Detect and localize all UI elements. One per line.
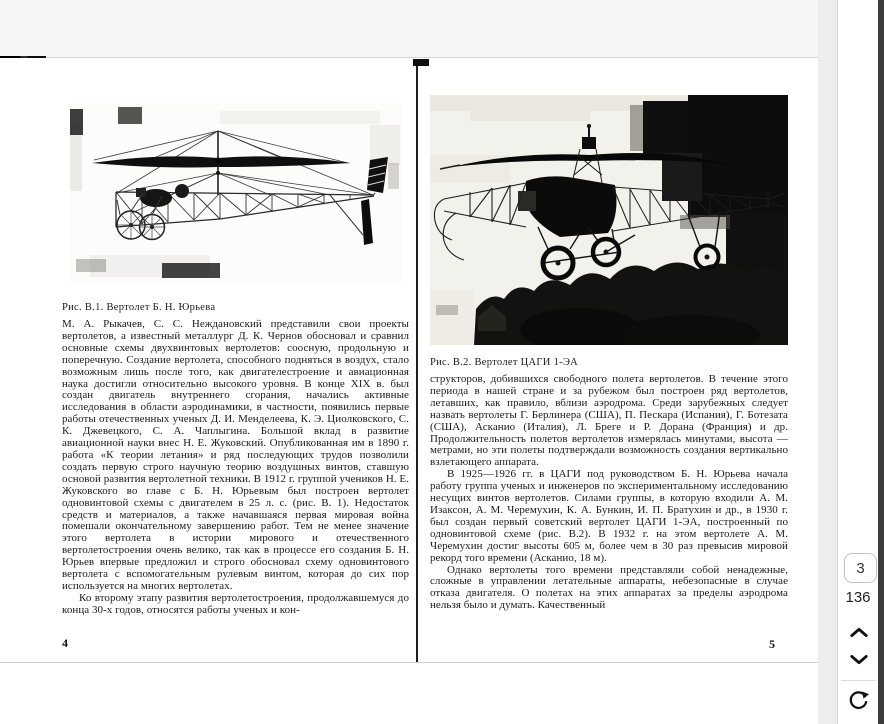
paragraph: Ко второму этапу развития вертолетостроения, продолжавшемуся до конца 30-х годов, относятся работы ученых и кон- <box>62 591 409 616</box>
pager-divider <box>841 680 876 681</box>
page-number-input[interactable] <box>844 553 877 583</box>
left-page-text <box>62 319 409 617</box>
reload-button[interactable] <box>845 687 872 713</box>
right-page-text <box>430 374 788 612</box>
paragraph: структоров, добившихся свободного полета вертолетов. В течение этого периода в нашей стране и за рубежом был построен ряд вертолетов, летавших, как правило, вблизи аэродрома. Среди зарубежных следует назвать вертолеты Г. Берлинера (США), П. Пескара (Испания), Г. Ботезата (США), Асканио (Италия), Л. Бреге и Р. Дорана (Франция) и др. Продолжительность полетов вертолетов измерялась минутами, высота — метрами, но эти полеты подтверждали возможность создания вертикально взлетающего аппарата. <box>430 373 788 469</box>
paragraph: Однако вертолеты того времени представляли собой ненадежные, сложные в управлении летательные аппараты, небезопасные в случае отказа двигателя. О полетах на этих аппаратах за пределы аэродрома нельзя было и думать. Качественный <box>430 563 788 612</box>
previous-page-button[interactable] <box>846 621 872 643</box>
refresh-icon <box>847 689 870 712</box>
book-spine <box>416 62 418 662</box>
next-page-button[interactable] <box>846 649 872 671</box>
chevron-up-icon <box>850 626 868 638</box>
toolbar <box>0 0 818 58</box>
right-page-number: 5 <box>769 637 775 651</box>
left-figure-caption: Рис. В.1. Вертолет Б. Н. Юрьева <box>62 302 216 313</box>
window-edge-strip <box>878 0 884 724</box>
total-pages-label: 136 <box>845 589 871 606</box>
chevron-down-icon <box>850 654 868 666</box>
book-spine-top-mark <box>413 59 429 66</box>
left-page-number: 4 <box>62 636 68 650</box>
tsagi-1ea-helicopter-photo <box>430 95 788 345</box>
pager-panel <box>838 0 878 724</box>
yuryev-helicopter-photo <box>70 103 402 283</box>
paragraph: М. А. Рыкачев, С. С. Неждановский представили свои проекты вертолетов, а известный металлург Д. К. Чернов обосновал и сравнил основные схемы двухвинтовых вертолетов: соосную, продольную и поперечную. Создание вертолета, способного подняться в воздух, стало возможным лишь после того, как двигателестроение и авиационная наука достигли относительно высокого уровня. В конце XIX в. был создан двигатель внутреннего сгорания, начались активные исследования в области аэродинамики, в частности, появились первые работы отечественных ученых Д. И. Менделеева, К. Э. Циолковского, С. К. Джевецкого, С. А. Чаплыгина. Большой вклад в развитие авиационной науки внес Н. Е. Жуковский. Опубликованная им в 1890 г. работа «К теории летания» и ряд последующих трудов позволили создать первую строго научную теорию воздушных винтов, ставшую основой развития вертолетной техники. В 1912 г. группой учеников Н. Е. Жуковского во главе с Б. Н. Юрьевым был построен вертолет одновинтовой схемы с двигателем в 25 л. с. (рис. В. 1). Недостаток средств и материалов, а также начавшаяся первая мировая война помешали окончательному завершению работ. Тем не менее значение этого вертолета в истории мирового и отечественного вертолетостроения очень велико, так как в процессе его создания Б. Н. Юрьев впервые предложил и строго обосновал схему одновинтового вертолета с вспомогательным рулевым винтом, которая до сих пор используется на многих вертолетах. <box>62 318 409 592</box>
paragraph: В 1925—1926 гг. в ЦАГИ под руководством Б. Н. Юрьева начала работу группа ученых и инженеров по экспериментальному исследованию несущих винтов вертолетов. Силами группы, в которую входили А. М. Изаксон, А. М. Черемухин, К. А. Бункин, И. П. Братухин и др., в 1930 г. был создан первый советский вертолет ЦАГИ 1-ЭА, построенный по одновинтовой схеме (рис. В.2). В 1932 г. на этом вертолете А. М. Черемухин достиг высоты 605 м, более чем в 30 раз превысив мировой рекорд того времени (Асканио, 18 м). <box>430 468 788 564</box>
scrollbar-track[interactable] <box>818 0 838 724</box>
right-figure-caption: Рис. В.2. Вертолет ЦАГИ 1-ЭА <box>430 357 579 368</box>
